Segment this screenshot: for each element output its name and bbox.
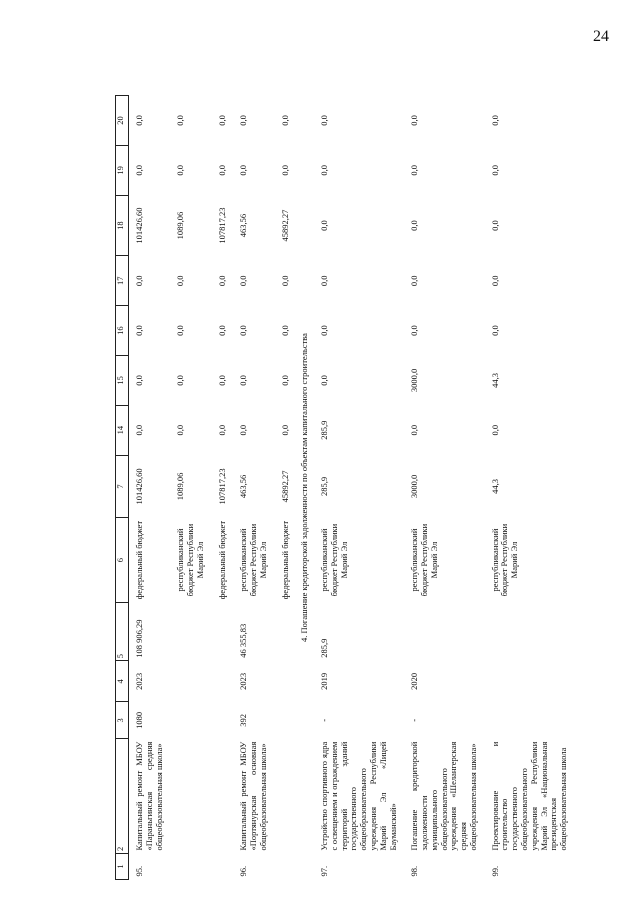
cell-source: республиканский бюджет Республики Марий Эл — [319, 523, 349, 597]
cell-c14: 285,9 — [319, 420, 330, 440]
cell-c14: 0,0 — [175, 424, 186, 436]
section-title: 4. Погашение кредиторской задолженности по объектам капитального строительства — [299, 333, 310, 642]
header-cell: 17 — [116, 256, 129, 306]
header-cell: 4 — [116, 661, 129, 702]
cell-c19: 0,0 — [134, 165, 144, 176]
cell-c4: 2023 — [134, 672, 144, 690]
header-cell: 6 — [116, 518, 129, 602]
cell-c16: 0,0 — [216, 325, 227, 336]
cell-c7: 101426,60 — [134, 468, 144, 505]
cell-c7: 107817,23 — [216, 468, 227, 505]
cell-name — [275, 739, 297, 854]
table-row — [275, 96, 297, 880]
cell-name: Капитальный ремонт МБОУ «Портянурская основная общеобразовательная школа» — [238, 741, 268, 851]
cell-c19: 0,0 — [319, 165, 330, 176]
cell-c3: - — [319, 718, 330, 722]
cell-name — [170, 739, 211, 854]
cell-c17: 0,0 — [279, 275, 290, 287]
cell-c17: 0,0 — [175, 275, 186, 287]
cell-c17: 0,0 — [409, 275, 420, 287]
cell-c20: 0,0 — [216, 115, 227, 126]
cell-c18: 0,0 — [409, 220, 420, 231]
header-cell: 7 — [116, 455, 129, 518]
cell-c18: 463,56 — [238, 213, 249, 238]
header-cell: 1 — [116, 854, 129, 880]
cell-c16: 0,0 — [489, 325, 500, 336]
cell-c15: 0,0 — [175, 375, 186, 386]
cell-c19: 0,0 — [279, 165, 290, 176]
cell-c15: 0,0 — [319, 375, 330, 386]
cell-num: 98. — [409, 865, 420, 877]
cell-c18: 0,0 — [489, 220, 500, 231]
header-cell: 3 — [116, 702, 129, 739]
cell-c5: 285,9 — [319, 638, 330, 658]
cell-c4 — [170, 661, 211, 702]
cell-c5 — [275, 602, 297, 660]
cell-c18: 0,0 — [319, 220, 330, 231]
cell-c15: 0,0 — [134, 375, 144, 386]
cell-c14: 0,0 — [216, 424, 227, 436]
cell-num: 97. — [319, 865, 330, 877]
cell-c3: 1080 — [134, 711, 144, 729]
cell-c7: 285,9 — [319, 476, 330, 497]
header-cell: 5 — [116, 602, 129, 660]
cell-c5 — [170, 602, 211, 660]
cell-c17: 0,0 — [319, 275, 330, 287]
cell-c5 — [212, 602, 234, 660]
table-row — [170, 96, 211, 880]
cell-source: республиканский бюджет Республики Марий Эл — [489, 523, 520, 597]
cell-c19: 0,0 — [489, 165, 500, 176]
cell-name: Устройство спортивного ядра с освещением и ограждением территорий зданий государственного общеобразовательного учреждения Республики Марий Эл «Лицей Бауманский» — [319, 741, 398, 851]
cell-c7: 1089,06 — [175, 472, 186, 501]
cell-c15: 44,3 — [489, 372, 500, 388]
cell-c19: 0,0 — [175, 165, 186, 176]
cell-c14: 0,0 — [409, 424, 420, 436]
cell-c14: 0,0 — [134, 424, 144, 436]
cell-source: федеральный бюджет — [279, 520, 290, 600]
cell-c19: 0,0 — [409, 165, 420, 176]
cell-num: 99. — [489, 865, 500, 877]
cell-c4: 2023 — [238, 672, 249, 690]
cell-c5: 46 355,83 — [238, 623, 249, 658]
cell-c20: 0,0 — [134, 115, 144, 126]
cell-c14: 0,0 — [238, 424, 249, 436]
cell-c14: 0,0 — [489, 424, 500, 436]
cell-c7: 44,3 — [489, 479, 500, 494]
cell-num: 96. — [238, 865, 249, 877]
page-number: 24 — [593, 28, 609, 45]
cell-c20: 0,0 — [279, 115, 290, 126]
table-row — [314, 96, 404, 880]
cell-c3: - — [409, 718, 420, 722]
cell-c16: 0,0 — [279, 325, 290, 336]
table-row — [233, 96, 274, 880]
cell-c19: 0,0 — [216, 165, 227, 176]
header-cell: 2 — [116, 739, 129, 854]
cell-c17: 0,0 — [489, 275, 500, 287]
cell-c4 — [485, 661, 575, 702]
cell-c3: 392 — [238, 713, 249, 727]
table-row — [485, 96, 575, 880]
cell-c5 — [404, 602, 484, 660]
cell-c16: 0,0 — [238, 325, 249, 336]
cell-c3 — [170, 702, 211, 739]
cell-c17: 0,0 — [216, 275, 227, 287]
cell-num: 95. — [134, 865, 144, 877]
cell-c3 — [485, 702, 575, 739]
cell-c16: 0,0 — [134, 325, 144, 336]
cell-source: федеральный бюджет — [216, 520, 227, 600]
cell-num — [170, 854, 211, 880]
cell-c3 — [275, 702, 297, 739]
cell-source: республиканский бюджет Республики Марий Эл — [409, 523, 439, 597]
cell-c16: 0,0 — [409, 325, 420, 336]
table-row — [129, 96, 171, 880]
cell-name — [212, 739, 234, 854]
cell-source: республиканский бюджет Республики Марий Эл — [175, 523, 205, 597]
cell-c7: 3000,0 — [409, 474, 420, 499]
header-cell: 20 — [116, 96, 129, 146]
cell-source: федеральный бюджет — [134, 520, 144, 600]
cell-c14: 0,0 — [279, 424, 290, 436]
cell-name: Проектирование и строительство государственного общеобразовательного учреждения Республики Марий Эл «Национальная президентская общеобразовательная школа — [489, 741, 569, 851]
header-cell: 14 — [116, 405, 129, 455]
cell-c4 — [275, 661, 297, 702]
rotated-table-canvas — [115, 95, 639, 880]
cell-c16: 0,0 — [175, 325, 186, 336]
cell-c20: 0,0 — [489, 115, 500, 126]
cell-c20: 0,0 — [409, 115, 420, 126]
cell-c16: 0,0 — [319, 325, 330, 336]
cell-num — [275, 854, 297, 880]
header-row — [116, 96, 129, 880]
section-row — [296, 96, 314, 880]
cell-c4 — [212, 661, 234, 702]
cell-c15: 0,0 — [279, 375, 290, 386]
cell-c15: 0,0 — [238, 375, 249, 386]
cell-c15: 3000,0 — [409, 368, 420, 393]
cell-c18: 1089,06 — [175, 211, 186, 240]
cell-c20: 0,0 — [175, 115, 186, 126]
cell-c4: 2019 — [319, 672, 330, 690]
cell-c5 — [485, 602, 575, 660]
cell-source: республиканский бюджет Республики Марий Эл — [238, 523, 268, 597]
cell-c19: 0,0 — [238, 165, 249, 176]
budget-table — [115, 95, 575, 880]
cell-name: Погашение кредиторской задолженности муниципального общеобразовательного учреждения «Шелангерская средняя общеобразовательная школа» — [409, 741, 478, 851]
cell-c20: 0,0 — [319, 115, 330, 126]
header-cell: 15 — [116, 355, 129, 405]
table-row — [212, 96, 234, 880]
cell-c17: 0,0 — [238, 275, 249, 287]
cell-c5: 108 906,29 — [134, 619, 144, 658]
cell-c18: 45892,27 — [279, 209, 290, 242]
cell-c7: 45892,27 — [279, 470, 290, 503]
header-cell: 16 — [116, 306, 129, 356]
cell-c3 — [212, 702, 234, 739]
cell-c4: 2020 — [409, 672, 420, 690]
cell-name: Капитальный ремонт МБОУ «Параньгинская средняя общеобразовательная школа» — [134, 741, 164, 851]
table-body-section-3 — [129, 96, 297, 880]
cell-num — [212, 854, 234, 880]
header-cell: 18 — [116, 195, 129, 256]
cell-c7: 463,56 — [238, 474, 249, 499]
cell-c18: 101426,60 — [134, 207, 144, 244]
cell-c15: 0,0 — [216, 375, 227, 386]
table-row — [404, 96, 484, 880]
cell-c20: 0,0 — [238, 115, 249, 126]
section-heading — [296, 96, 314, 880]
table-body-section-4 — [314, 96, 575, 880]
cell-c17: 0,0 — [134, 275, 144, 287]
cell-c18: 107817,23 — [216, 207, 227, 244]
header-cell: 19 — [116, 145, 129, 195]
